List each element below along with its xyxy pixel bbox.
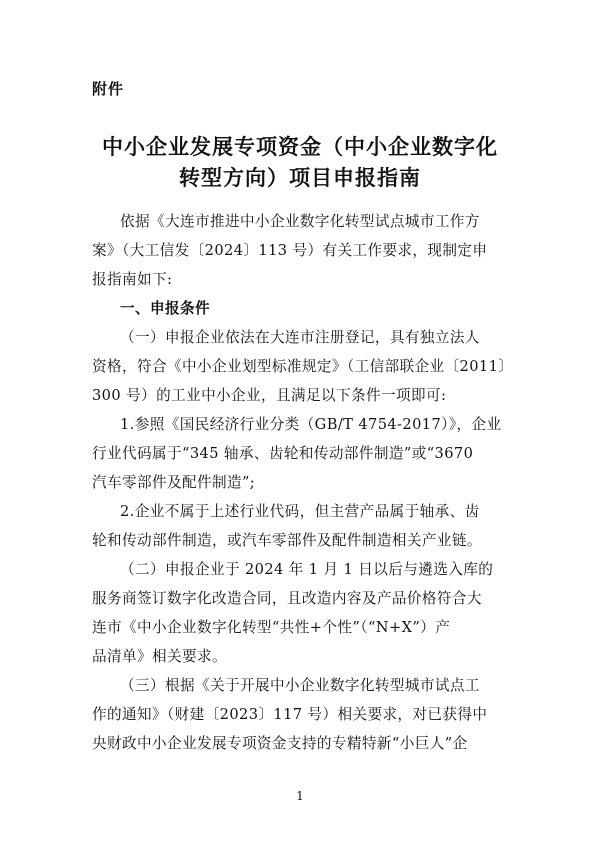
document-title-line-2: 转型方向）项目申报指南 xyxy=(179,165,421,190)
page-number: 1 xyxy=(296,789,304,803)
paragraph-line: 品清单》相关要求。 xyxy=(92,648,227,665)
paragraph-line: 轮和传动部件制造，或汽车零部件及配件制造相关产业链。 xyxy=(92,532,482,549)
paragraph-line: 1.参照《国民经济行业分类（GB/T 4754-2017）》，企业 xyxy=(120,416,502,433)
paragraph-line: 连市《中小企业数字化转型“共性+个性”（“N+X”）产 xyxy=(92,619,451,636)
paragraph-line: （三）根据《关于开展中小企业数字化转型城市试点工 xyxy=(120,677,480,694)
paragraph-line: 资格，符合《中小企业划型标准规定》（工信部联企业〔2011〕 xyxy=(92,358,514,375)
paragraph-line: 依据《大连市推进中小企业数字化转型试点城市工作方 xyxy=(120,213,480,230)
paragraph-line: （一）申报企业依法在大连市注册登记，具有独立法人 xyxy=(120,329,480,346)
paragraph-line: 行业代码属于“345 轴承、齿轮和传动部件制造”或“3670 xyxy=(92,445,474,462)
paragraph-line: 作的通知》（财建〔2023〕117 号）相关要求，对已获得中 xyxy=(92,706,488,723)
paragraph-line: 案》（大工信发〔2024〕113 号）有关工作要求，现制定申 xyxy=(92,242,488,259)
paragraph-line: 汽车零部件及配件制造”; xyxy=(92,474,256,491)
paragraph-line: 报指南如下: xyxy=(92,271,173,288)
paragraph-line: 2.企业不属于上述行业代码，但主营产品属于轴承、齿 xyxy=(120,503,480,520)
section-heading: 一、申报条件 xyxy=(120,300,210,317)
paragraph-line: （二）申报企业于 2024 年 1 月 1 日以后与遴选入库的 xyxy=(120,561,494,578)
paragraph-line: 服务商签订数字化改造合同，且改造内容及产品价格符合大 xyxy=(92,590,482,607)
paragraph-line: 央财政中小企业发展专项资金支持的专精特新“小巨人”企 xyxy=(92,735,468,752)
document-title-line-1: 中小企业发展专项资金（中小企业数字化 xyxy=(102,134,498,159)
attachment-label: 附件 xyxy=(92,80,125,98)
paragraph-line: 300 号）的工业中小企业，且满足以下条件一项即可: xyxy=(92,387,447,404)
